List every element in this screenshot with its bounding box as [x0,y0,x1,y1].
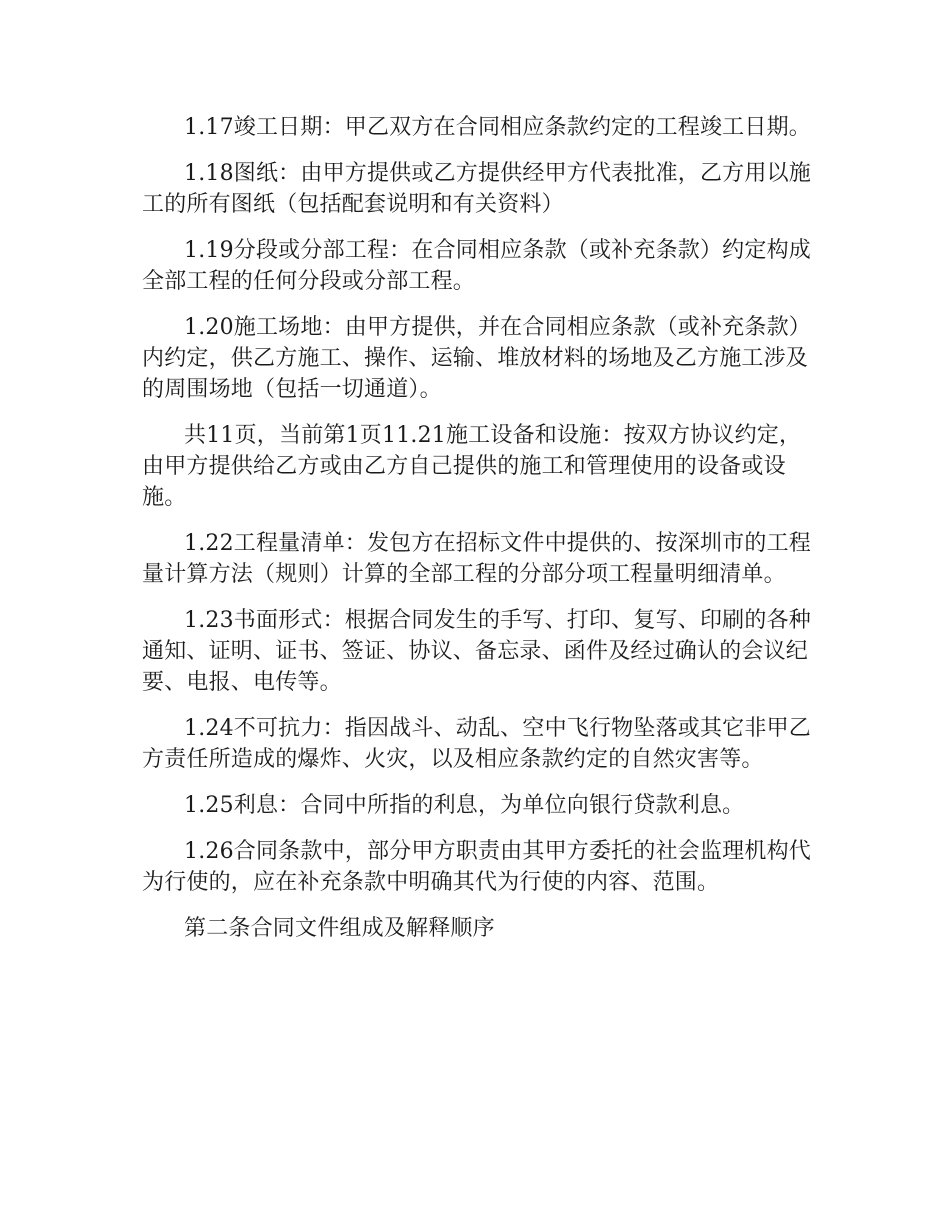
clause-1-19: 1.19分段或分部工程：在合同相应条款（或补充条款）约定构成全部工程的任何分段或分部工程。 [142,238,811,294]
clause-1-25: 1.25利息：合同中所指的利息，为单位向银行贷款利息。 [184,793,745,818]
clause-1-26: 1.26合同条款中，部分甲方职责由其甲方委托的社会监理机构代为行使的，应在补充条款中明确其代为行使的内容、范围。 [142,839,811,895]
clause-1-24: 1.24不可抗力：指因战斗、动乱、空中飞行物坠落或其它非甲乙方责任所造成的爆炸、火灾，以及相应条款约定的自然灾害等。 [142,716,811,772]
clause-1-23: 1.23书面形式：根据合同发生的手写、打印、复写、印刷的各种通知、证明、证书、签证、协议、备忘录、函件及经过确认的会议纪要、电报、电传等。 [142,608,811,695]
clause-1-22: 1.22工程量清单：发包方在招标文件中提供的、按深圳市的工程量计算方法（规则）计算的全部工程的分部分项工程量明细清单。 [142,531,811,587]
clause-1-17: 1.17竣工日期：甲乙双方在合同相应条款约定的工程竣工日期。 [184,115,811,140]
clause-1-18: 1.18图纸：由甲方提供或乙方提供经甲方代表批准，乙方用以施工的所有图纸（包括配套说明和有关资料） [142,161,811,217]
clause-1-20: 1.20施工场地：由甲方提供，并在合同相应条款（或补充条款）内约定，供乙方施工、操作、运输、堆放材料的场地及乙方施工涉及的周围场地（包括一切通道）。 [142,315,811,402]
article-2-heading: 第二条合同文件组成及解释顺序 [184,916,495,941]
clause-1-21: 共11页，当前第1页11.21施工设备和设施：按双方协议约定，由甲方提供给乙方或由乙方自己提供的施工和管理使用的设备或设施。 [142,423,802,510]
